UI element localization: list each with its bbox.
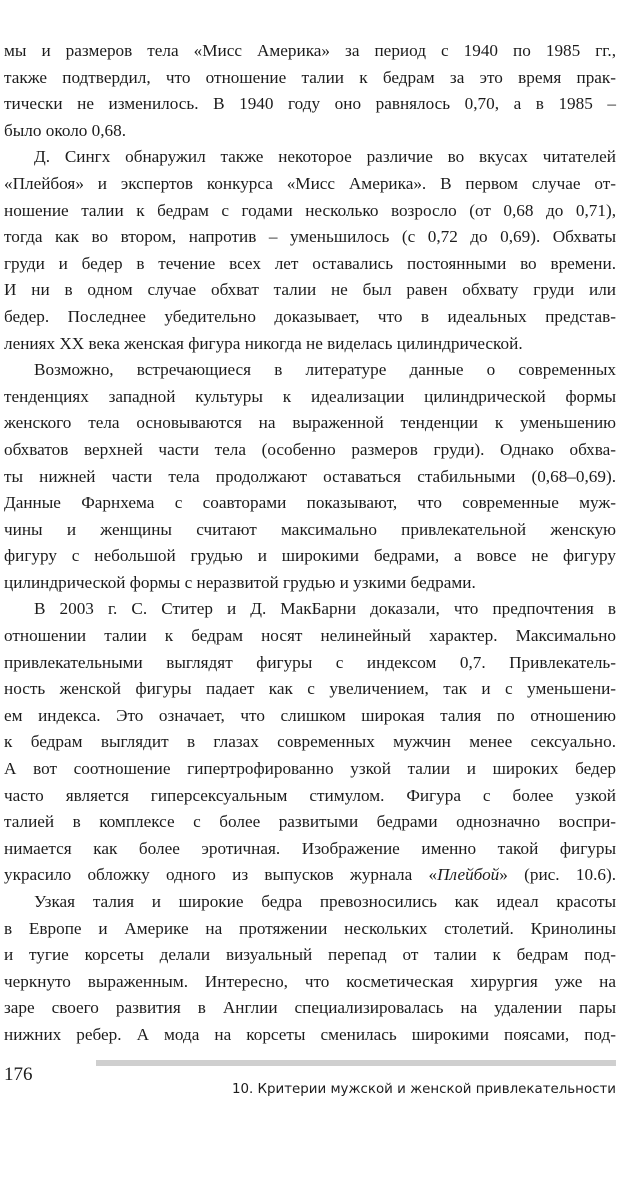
text-line [4,756,616,783]
text-line-content: украсило обложку одного из выпусков журнала « [4,865,438,885]
text-line [4,623,616,650]
text-line [4,171,616,198]
text-line-content: Узкая талия и широкие бедра превозносились как идеал красоты [34,892,616,911]
text-line [4,836,616,863]
text-line-content: ем индекса. Это означает, что слишком широкая талия по отношению [4,705,616,725]
text-line-content: бедер. Последнее убедительно доказывает, что в идеальных представ- [4,306,616,326]
footer-rule [96,1060,616,1066]
text-line [4,277,616,304]
text-line-content: нижних ребер. А мода на корсеты сменилась широкими поясами, под- [4,1024,616,1044]
text-line [4,224,616,251]
text-line [4,464,616,491]
text-line-content: А вот соотношение гипертрофированно узкой талии и широких бедер [4,759,616,779]
text-line [4,1022,616,1049]
body-text [4,38,616,1049]
running-head: 10. Критерии мужской и женской привлекательности [231,1082,616,1097]
text-line-content: ность женской фигуры падает как с увеличением, так и с уменьшени- [4,679,616,699]
text-line [4,729,616,756]
text-line [4,676,616,703]
text-line-content: отношении талии к бедрам носят нелинейный характер. Максимально [4,626,616,646]
text-line-content: В 2003 г. С. Ститер и Д. МакБарни доказали, что предпочтения в [34,599,616,619]
text-line [4,889,616,916]
text-line [4,969,616,996]
text-line-content: «Плейбоя» и экспертов конкурса «Мисс Америка». В первом случае от- [4,173,616,193]
text-line-content: лениях XX века женская фигура никогда не виделась цилиндрической. [4,333,523,353]
text-line-content: Возможно, встречающиеся в литературе данные о современных [34,360,616,380]
text-line-content: в Европе и Америке на протяжении нескольких столетий. Кринолины [4,918,616,938]
text-line-content: тенденциях западной культуры к идеализации цилиндрической формы [4,386,616,406]
text-line [4,331,616,358]
text-line [4,916,616,943]
text-line-content: фигуру с небольшой грудью и широкими бедрами, а вовсе не фигуру [4,546,616,566]
text-line [4,65,616,92]
text-line [4,118,616,145]
italic-title: Плейбой [437,865,500,885]
text-line [4,596,616,623]
text-line [4,490,616,517]
text-line [4,91,616,118]
text-line-content: также подтвердил, что отношение талии к бедрам за это время прак- [4,67,616,87]
text-line [4,862,616,889]
text-line-content: привлекательными выглядят фигуры с индексом 0,7. Привлекатель- [4,652,616,672]
text-line [4,517,616,544]
text-line-content: мы и размеров тела «Мисс Америка» за период с 1940 по 1985 гг., [4,41,616,60]
text-line-content: было около 0,68. [4,120,127,140]
text-line-content: к бедрам выглядит в глазах современных мужчин менее сексуально. [4,732,616,752]
text-line [4,357,616,384]
text-line-content: женского тела основываются на выраженной тенденции к уменьшению [4,413,616,433]
text-line [4,38,616,65]
text-line-content: обхватов верхней части тела (особенно размеров груди). Однако обхва- [4,439,616,459]
text-line [4,410,616,437]
text-line [4,650,616,677]
text-line [4,570,616,597]
text-line-content: тически не изменилось. В 1940 году оно равнялось 0,70, а в 1985 – [4,94,616,114]
text-line [4,437,616,464]
text-line-content: груди и бедер в течение всех лет оставались постоянными во времени. [4,253,616,273]
text-line-content: и тугие корсеты делали визуальный перепад от талии к бедрам под- [4,945,616,965]
page-number: 176 [4,1064,33,1085]
text-line [4,384,616,411]
text-line-content: ношение талии к бедрам с годами несколько возросло (от 0,68 до 0,71), [4,200,616,220]
text-line [4,809,616,836]
text-line-tail: » (рис. 10.6). [499,865,617,885]
text-line [4,543,616,570]
text-line [4,995,616,1022]
text-line-content: заре своего развития в Англии специализировалась на удалении пары [4,998,616,1018]
text-line [4,198,616,225]
text-line [4,144,616,171]
text-line-content: Д. Сингх обнаружил также некоторое различие во вкусах читателей [34,147,616,167]
text-line [4,251,616,278]
text-line-content: Данные Фарнхема с соавторами показывают, что современные муж- [4,493,616,513]
text-line-content: черкнуто выраженным. Интересно, что косметическая хирургия уже на [4,971,616,991]
text-line-content: цилиндрической формы с неразвитой грудью и узкими бедрами. [4,572,476,592]
text-line [4,783,616,810]
text-line-content: талией в комплексе с более развитыми бедрами однозначно воспри- [4,812,616,832]
text-line [4,942,616,969]
text-line-content: чины и женщины считают максимально привлекательной женскую [4,519,616,539]
text-line-content: тогда как во втором, напротив – уменьшилось (с 0,72 до 0,69). Обхваты [4,227,616,247]
text-line [4,703,616,730]
text-line-content: ты нижней части тела продолжают оставаться стабильными (0,68–0,69). [4,466,616,486]
text-line-content: часто является гиперсексуальным стимулом. Фигура с более узкой [4,785,616,805]
text-line-content: нимается как более эротичная. Изображение именно такой фигуры [4,838,616,858]
text-line-content: И ни в одном случае обхват талии не был равен обхвату груди или [4,280,616,300]
text-line [4,304,616,331]
